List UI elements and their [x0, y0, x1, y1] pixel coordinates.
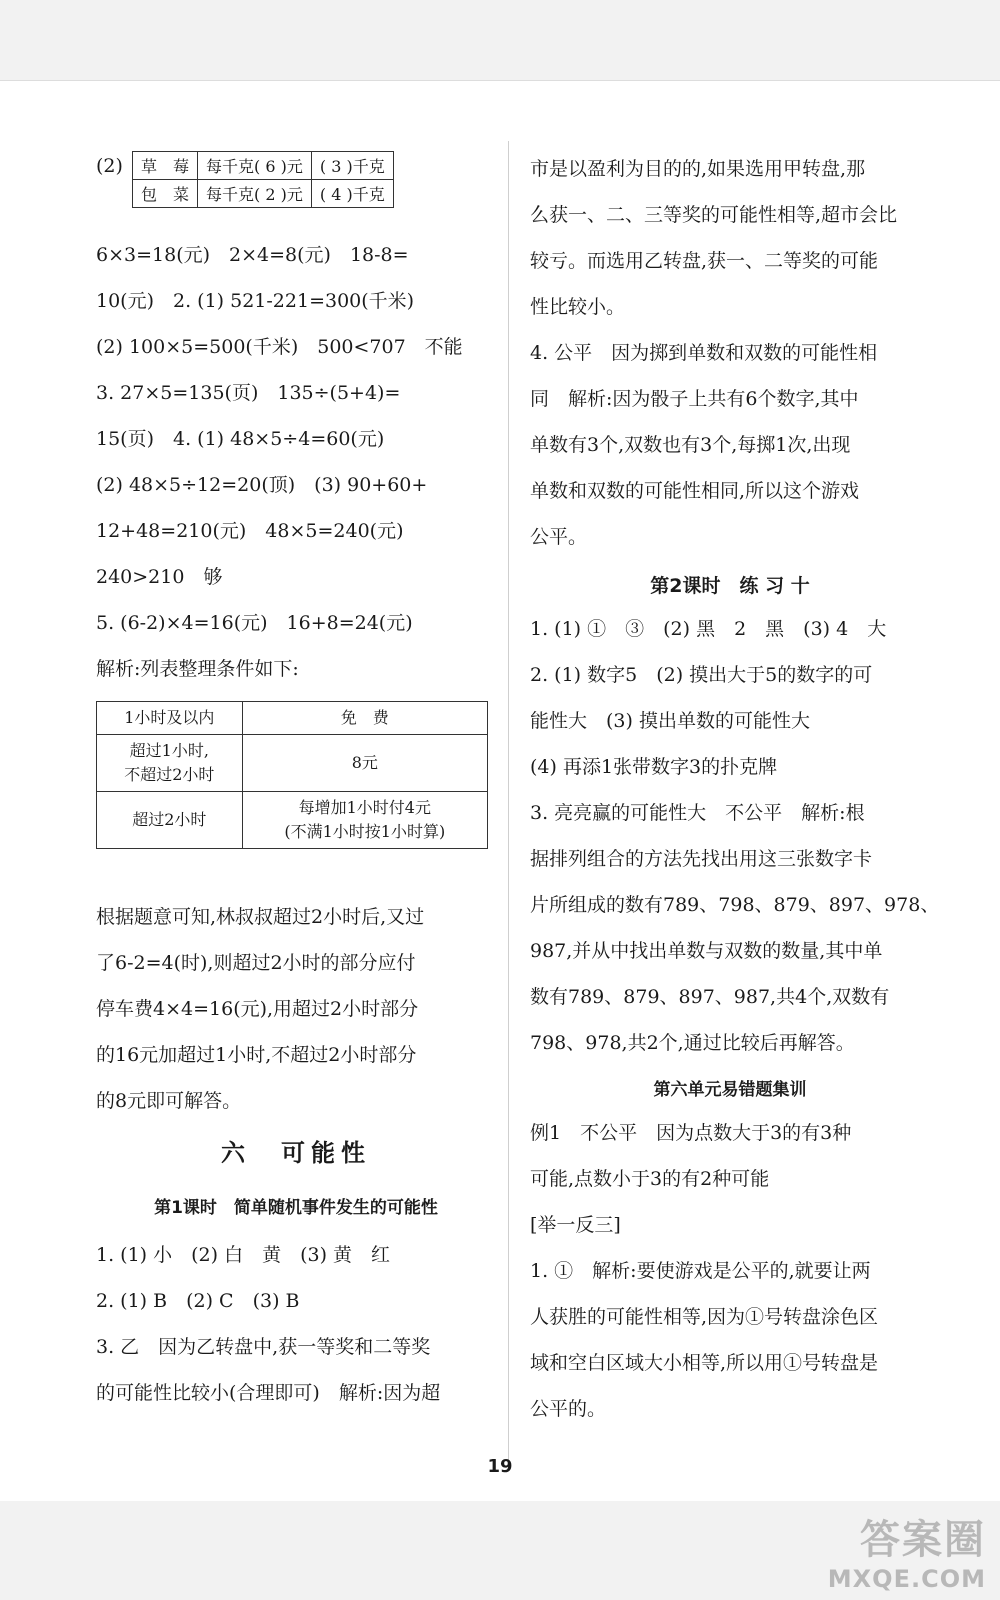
text-line: 了6-2=4(时),则超过2小时的部分应付	[96, 952, 416, 974]
text-line: 域和空白区域大小相等,所以用①号转盘是	[530, 1352, 879, 1374]
table-cell: 每增加1小时付4元 (不满1小时按1小时算)	[242, 792, 487, 849]
text-line: 根据题意可知,林叔叔超过2小时后,又过	[96, 906, 425, 928]
text-line: 片所组成的数有789、798、879、897、978、	[530, 894, 940, 916]
text-line: 市是以盈利为目的的,如果选用甲转盘,那	[530, 158, 866, 180]
text-line: 解析:列表整理条件如下:	[96, 658, 299, 680]
table-cell: 超过1小时, 不超过2小时	[97, 735, 243, 792]
table-cell: 每千克( 2 )元	[198, 180, 312, 208]
text-line: 3. 27×5=135(页) 135÷(5+4)=	[96, 382, 401, 404]
text-line: 性比较小。	[530, 296, 626, 318]
text-line: [举一反三]	[530, 1214, 621, 1236]
table-cell: 草 莓	[133, 152, 198, 180]
answer-page	[0, 80, 1000, 1501]
text-line: 例1 不公平 因为点数大于3的有3种	[530, 1122, 852, 1144]
text-line: 5. (6-2)×4=16(元) 16+8=24(元)	[96, 612, 413, 634]
table-row	[97, 792, 488, 849]
lesson-2-title: 第2课时 练 习 十	[650, 575, 810, 597]
price-table	[132, 151, 394, 208]
table-row	[97, 735, 488, 792]
text-line: 公平。	[530, 526, 588, 548]
page-number: 19	[487, 1456, 513, 1477]
table-cell: 8元	[242, 735, 487, 792]
text-line: 987,并从中找出单数与双数的数量,其中单	[530, 940, 883, 962]
table-cell: 包 菜	[133, 180, 198, 208]
table-cell: 每千克( 6 )元	[198, 152, 312, 180]
text-line: 10(元) 2. (1) 521-221=300(千米)	[96, 290, 415, 312]
table-cell: ( 4 )千克	[311, 180, 393, 208]
text-line: 公平的。	[530, 1398, 607, 1420]
text-line: 的16元加超过1小时,不超过2小时部分	[96, 1044, 417, 1066]
text-line: 可能,点数小于3的有2种可能	[530, 1168, 770, 1190]
text-line: 1. (1) ① ③ (2) 黑 2 黑 (3) 4 大	[530, 618, 887, 640]
text-line: 同 解析:因为骰子上共有6个数字,其中	[530, 388, 859, 410]
text-line: 1. ① 解析:要使游戏是公平的,就要让两	[530, 1260, 871, 1282]
text-line: 240>210 够	[96, 566, 223, 588]
text-line: 的8元即可解答。	[96, 1090, 242, 1112]
text-line: 较亏。而选用乙转盘,获一、二等奖的可能	[530, 250, 879, 272]
lesson-1-title: 第1课时 简单随机事件发生的可能性	[154, 1198, 438, 1218]
text-line: 据排列组合的方法先找出用这三张数字卡	[530, 848, 873, 870]
watermark-logo: 答案圈	[860, 1517, 986, 1563]
table-row	[133, 152, 394, 180]
table-cell: 免 费	[242, 702, 487, 735]
text-line: 数有789、879、897、987,共4个,双数有	[530, 986, 890, 1008]
watermark-url: MXQE.COM	[827, 1565, 986, 1593]
unit-title: 六 可能性	[221, 1139, 371, 1167]
text-line: 12+48=210(元) 48×5=240(元)	[96, 520, 404, 542]
watermark	[786, 1508, 986, 1593]
table-row	[133, 180, 394, 208]
text-line: (2) 100×5=500(千米) 500<707 不能	[96, 336, 463, 358]
text-line: 2. (1) B (2) C (3) B	[96, 1290, 300, 1312]
text-line: 2. (1) 数字5 (2) 摸出大于5的数字的可	[530, 664, 873, 686]
text-line: 4. 公平 因为掷到单数和双数的可能性相	[530, 342, 878, 364]
table-row	[97, 702, 488, 735]
text-line: 6×3=18(元) 2×4=8(元) 18-8=	[96, 244, 409, 266]
table-cell: 1小时及以内	[97, 702, 243, 735]
text-line: 3. 亮亮赢的可能性大 不公平 解析:根	[530, 802, 865, 824]
text-line: 3. 乙 因为乙转盘中,获一等奖和二等奖	[96, 1336, 431, 1358]
text-line: 15(页) 4. (1) 48×5÷4=60(元)	[96, 428, 385, 450]
text-line: 么获一、二、三等奖的可能性相等,超市会比	[530, 204, 898, 226]
column-divider	[508, 141, 509, 1461]
review-title: 第六单元易错题集训	[653, 1080, 807, 1100]
text-line: 人获胜的可能性相等,因为①号转盘涂色区	[530, 1306, 879, 1328]
table-cell: ( 3 )千克	[311, 152, 393, 180]
text-line: 798、978,共2个,通过比较后再解答。	[530, 1032, 855, 1054]
text-line: 1. (1) 小 (2) 白 黄 (3) 黄 红	[96, 1244, 391, 1266]
table-cell: 超过2小时	[97, 792, 243, 849]
text-line: (2) 48×5÷12=20(顶) (3) 90+60+	[96, 474, 428, 496]
parking-fee-table	[96, 701, 488, 849]
text-line: 能性大 (3) 摸出单数的可能性大	[530, 710, 810, 732]
text-line: 单数有3个,双数也有3个,每掷1次,出现	[530, 434, 851, 456]
price-table-label: (2)	[96, 155, 123, 177]
text-line: 单数和双数的可能性相同,所以这个游戏	[530, 480, 860, 502]
text-line: (4) 再添1张带数字3的扑克牌	[530, 756, 778, 778]
text-line: 的可能性比较小(合理即可) 解析:因为超	[96, 1382, 441, 1404]
text-line: 停车费4×4=16(元),用超过2小时部分	[96, 998, 419, 1020]
